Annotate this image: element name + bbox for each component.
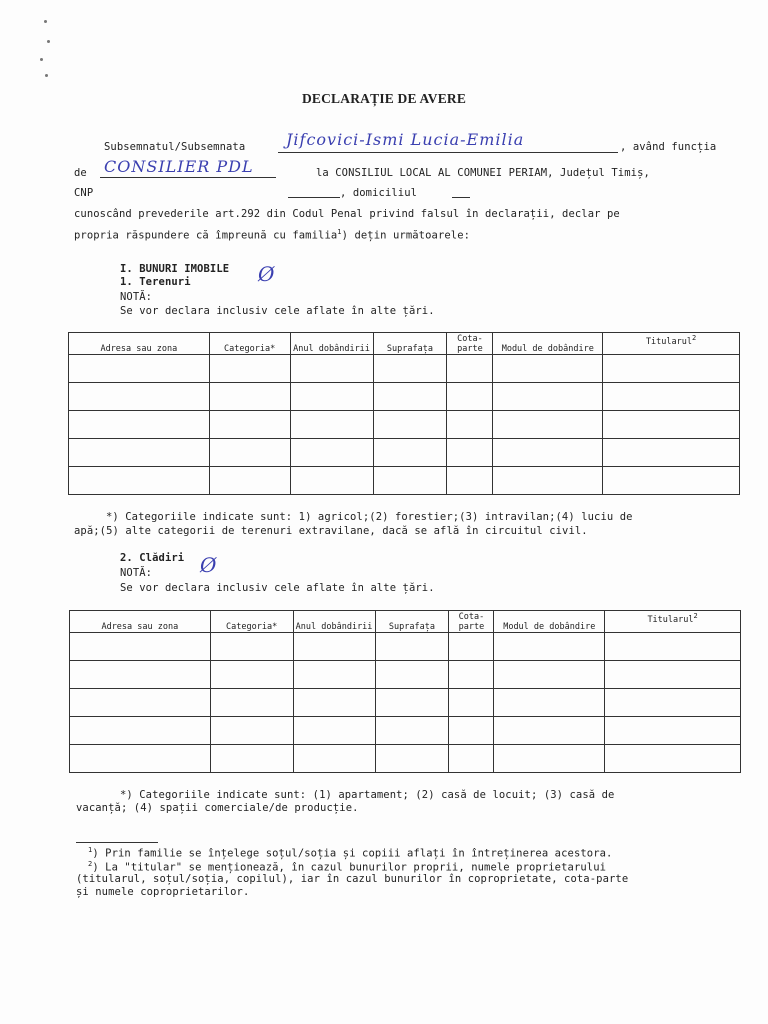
categories-footnote-line-2: apă;(5) alte categorii de terenuri extravilane, dacă se află în circuitul civil. xyxy=(74,525,588,537)
table-row xyxy=(69,383,740,411)
categories-footnote-line-1: *) Categoriile indicate sunt: 1) agricol;(2) forestier;(3) intravilan;(4) luciu de xyxy=(106,511,633,523)
categories-footnote-line-2: vacanță; (4) spații comerciale/de producție. xyxy=(76,802,359,814)
col-header-cota-parte: Cota-parte xyxy=(447,333,493,355)
document-title: DECLARAȚIE DE AVERE xyxy=(301,91,467,106)
declaration-line-1: cunoscând prevederile art.292 din Codul Penal privind falsul în declarații, declar pe xyxy=(74,208,620,220)
nota-text: Se vor declara inclusiv cele aflate în alte țări. xyxy=(120,582,435,594)
col-header-adresa: Adresa sau zona xyxy=(69,333,210,355)
domicile-line xyxy=(452,197,470,198)
handwritten-null-mark: Ø xyxy=(200,553,217,577)
table-row xyxy=(70,745,741,773)
scan-smudge xyxy=(45,74,48,77)
col-header-suprafata: Suprafața xyxy=(375,611,449,633)
table-row xyxy=(69,439,740,467)
signer-name-line xyxy=(278,152,618,153)
signer-name-handwritten: Jifcovici-Ismi Lucia-Emilia xyxy=(286,130,525,149)
subsection-terenuri: 1. Terenuri xyxy=(120,276,191,288)
table-row xyxy=(70,661,741,689)
table-row xyxy=(70,633,741,661)
table-row xyxy=(69,467,740,495)
function-line xyxy=(100,177,276,178)
col-header-titularul: Titularul$^2$ xyxy=(603,333,740,355)
col-header-categoria: Categoria* xyxy=(209,333,290,355)
col-header-cota-parte: Cota-parte xyxy=(449,611,494,633)
col-header-modul: Modul de dobândire xyxy=(493,333,603,355)
col-header-suprafata: Suprafața xyxy=(373,333,447,355)
scan-smudge xyxy=(40,58,43,61)
footnote-2-line-2: (titularul, soțul/soția, copilul), iar în cazul bunurilor în coproprietate, cota-parte xyxy=(76,873,629,885)
nota-label: NOTĂ: xyxy=(120,291,153,303)
signer-prefix: Subsemnatul/Subsemnata xyxy=(104,141,246,153)
table-row xyxy=(70,717,741,745)
nota-label: NOTĂ: xyxy=(120,567,153,579)
footnote-2-line-1: $^2$) La "titular" se menționează, în cazul bunurilor proprii, numele proprietarului xyxy=(88,860,607,874)
terenuri-table xyxy=(68,332,740,495)
cnp-label: CNP xyxy=(74,187,94,199)
declaration-line-2: propria răspundere că împreună cu familia$^1$) dețin următoarele: xyxy=(74,228,471,242)
col-header-anul: Anul dobândirii xyxy=(290,333,373,355)
col-header-categoria: Categoria* xyxy=(210,611,293,633)
institution-text: la CONSILIUL LOCAL AL COMUNEI PERIAM, Județul Timiș, xyxy=(316,167,650,179)
subsection-cladiri: 2. Clădiri xyxy=(120,552,185,564)
categories-footnote-line-1: *) Categoriile indicate sunt: (1) apartament; (2) casă de locuit; (3) casă de xyxy=(120,789,615,801)
scan-smudge xyxy=(47,40,50,43)
col-header-modul: Modul de dobândire xyxy=(494,611,605,633)
scan-smudge xyxy=(44,20,47,23)
table-row xyxy=(70,689,741,717)
cladiri-table xyxy=(69,610,741,773)
col-header-titularul: Titularul$^2$ xyxy=(605,611,741,633)
function-handwritten: CONSILIER PDL xyxy=(104,157,254,176)
table-row xyxy=(69,411,740,439)
domicile-text: , domiciliul xyxy=(340,187,418,199)
table-row xyxy=(69,355,740,383)
cnp-line xyxy=(288,197,340,198)
footnote-separator xyxy=(76,842,158,843)
function-suffix: , având funcția xyxy=(620,141,717,153)
footnote-1: $^1$) Prin familie se înțelege soțul/soția și copiii aflați în întreținerea acestora. xyxy=(88,846,613,860)
col-header-adresa: Adresa sau zona xyxy=(70,611,211,633)
footnote-2-line-3: și numele coproprietarilor. xyxy=(76,886,250,898)
handwritten-null-mark: Ø xyxy=(258,262,275,286)
de-label: de xyxy=(74,167,87,179)
section-heading-bunuri-imobile: I. BUNURI IMOBILE xyxy=(120,263,230,275)
nota-text: Se vor declara inclusiv cele aflate în alte țări. xyxy=(120,305,435,317)
col-header-anul: Anul dobândirii xyxy=(293,611,375,633)
